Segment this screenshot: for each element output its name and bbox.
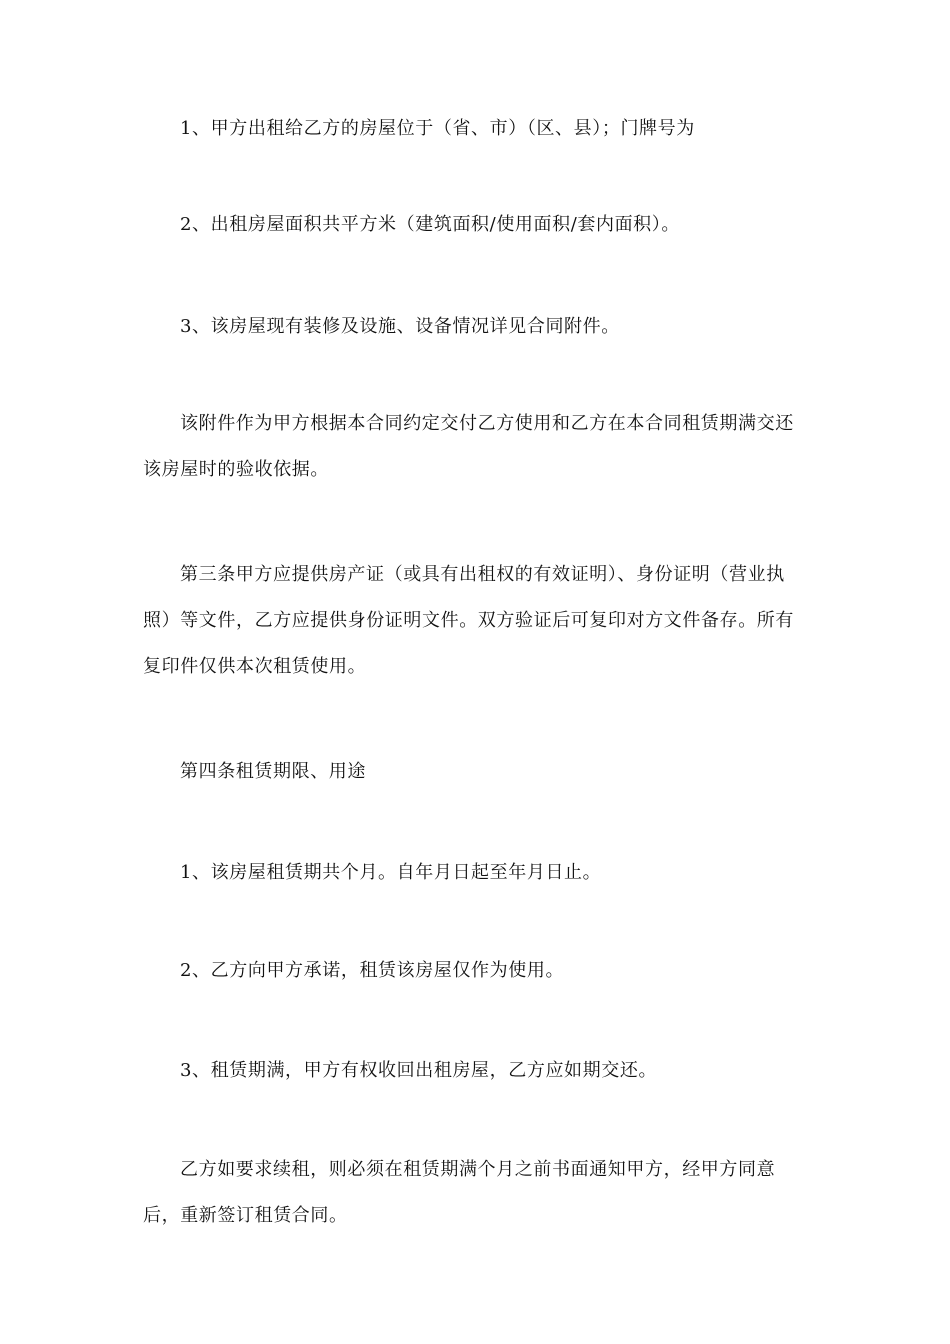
paragraph-4: 该附件作为甲方根据本合同约定交付乙方使用和乙方在本合同租赁期满交还该房屋时的验收依据。 [143,413,794,480]
paragraph-8: 2、乙方向甲方承诺，租赁该房屋仅作为使用。 [180,960,565,981]
paragraph-5: 第三条甲方应提供房产证（或具有出租权的有效证明）、身份证明（营业执照）等文件，乙方应提供身份证明文件。双方验证后可复印对方文件备存。所有复印件仅供本次租赁使用。 [143,564,794,677]
paragraph-1: 1、甲方出租给乙方的房屋位于（省、市）（区、县）；门牌号为 [180,118,695,139]
paragraph-9: 3、租赁期满，甲方有权收回出租房屋，乙方应如期交还。 [180,1060,658,1081]
paragraph-2: 2、出租房屋面积共平方米（建筑面积/使用面积/套内面积）。 [180,214,680,235]
paragraph-7: 1、该房屋租赁期共个月。自年月日起至年月日止。 [180,862,602,883]
paragraph-6: 第四条租赁期限、用途 [180,761,366,782]
paragraph-3: 3、该房屋现有装修及设施、设备情况详见合同附件。 [180,316,620,337]
paragraph-10: 乙方如要求续租，则必须在租赁期满个月之前书面通知甲方，经甲方同意后，重新签订租赁合同。 [143,1159,776,1226]
